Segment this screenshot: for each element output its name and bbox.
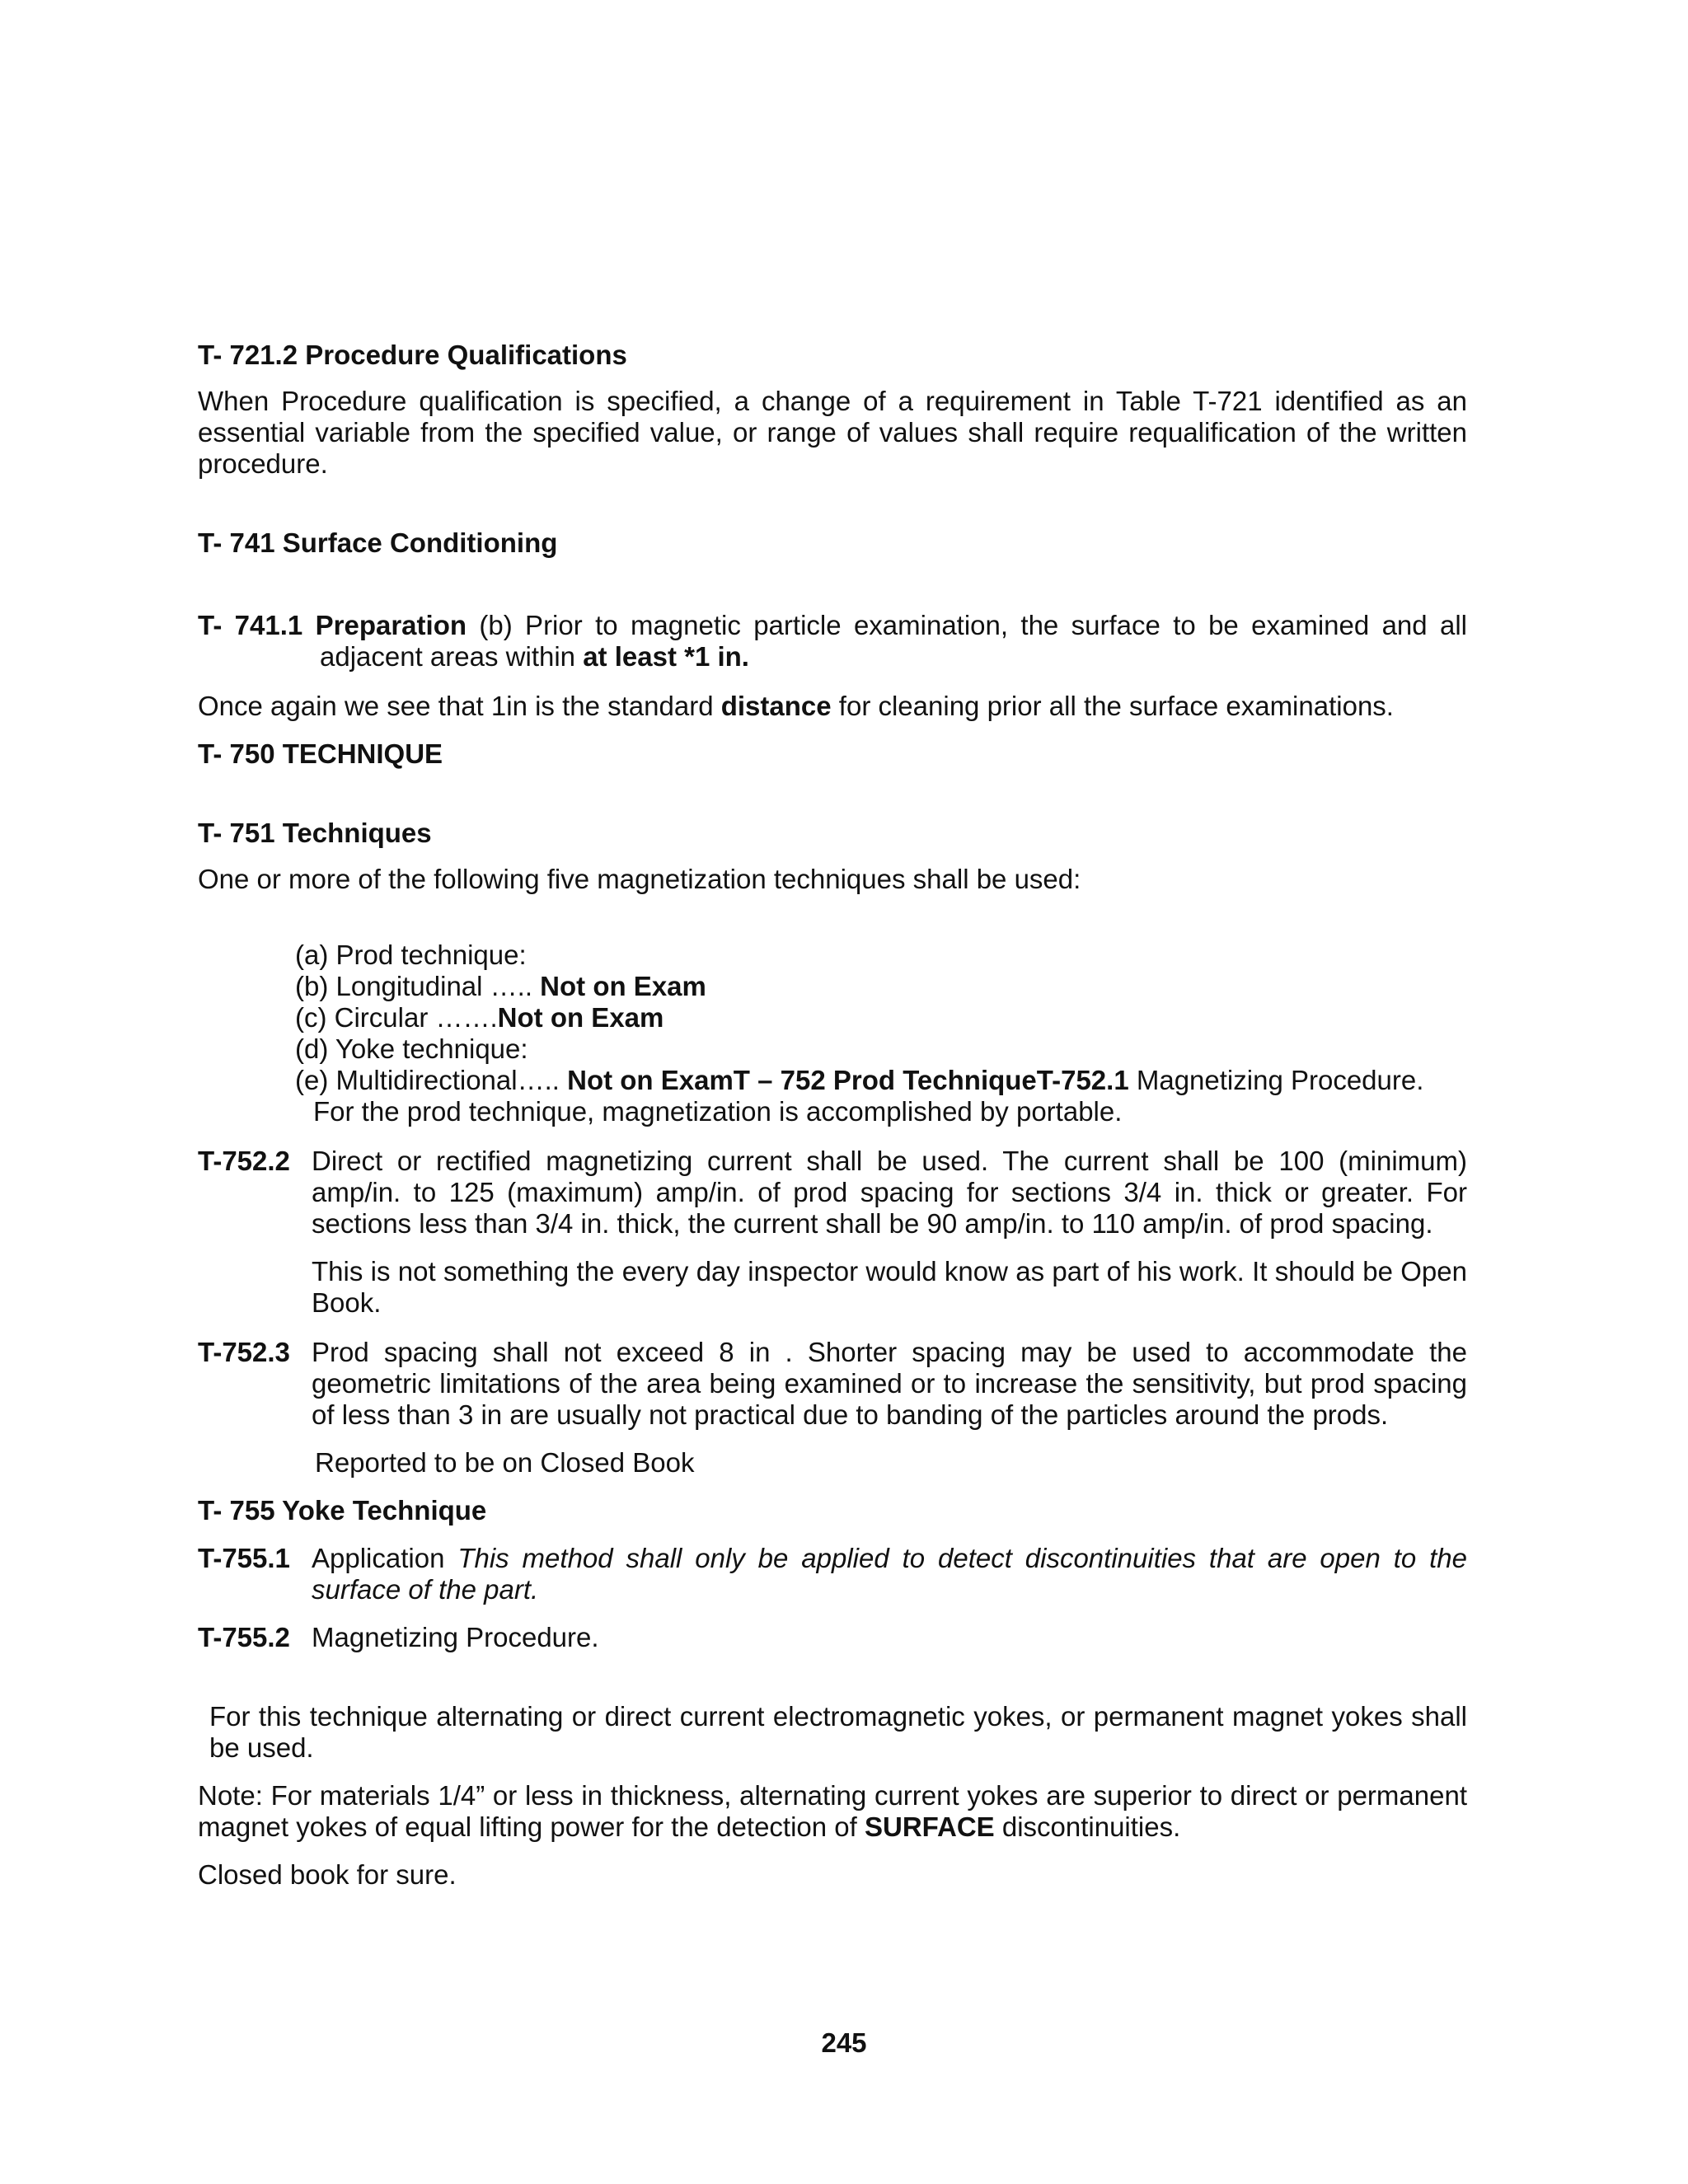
list-item-bold: Not on Exam <box>497 1002 664 1033</box>
section-text: Direct or rectified magnetizing current shall be used. The current shall be 100 (minimum) amp/in. to 125 (maximum) amp/in. of prod spacing for sections 3/4 in. thick or greater. For sections less than 3/4 in. thick, the current shall be 90 amp/in. to 110 amp/in. of prod spacing. <box>312 1146 1467 1239</box>
list-item-tail: Magnetizing Procedure. <box>1128 1065 1424 1095</box>
section-text: Magnetizing Procedure. <box>312 1622 599 1652</box>
list-item-text: (b) Longitudinal ….. <box>295 971 541 1001</box>
section-number: T-752.3 <box>198 1337 290 1367</box>
section-number: T-755.2 <box>198 1622 290 1652</box>
preparation-number: T- 741.1 <box>198 610 303 640</box>
list-item-bold: Not on Exam <box>540 971 706 1001</box>
preparation-text: (b) Prior to magnetic particle examination, the surface to be examined and all adjacent areas within <box>320 610 1467 672</box>
yoke-paragraph: For this technique alternating or direct current electromagnetic yokes, or permanent magnet yokes shall be used. <box>209 1701 1467 1763</box>
section-note: This is not something the every day inspector would know as part of his work. It should be Open Book. <box>312 1256 1467 1318</box>
heading-procedure-qualifications: T- 721.2 Procedure Qualifications <box>198 340 627 370</box>
section-number: T-755.1 <box>198 1543 290 1573</box>
heading-technique: T- 750 TECHNIQUE <box>198 738 443 769</box>
section-text <box>312 1543 1467 1605</box>
section-t755-2 <box>198 1622 1467 1653</box>
closed-book-paragraph: Closed book for sure. <box>198 1859 457 1890</box>
list-item: (a) Prod technique: <box>295 940 527 970</box>
section-note: Reported to be on Closed Book <box>315 1447 695 1478</box>
section-number: T-752.2 <box>198 1146 290 1176</box>
note-text-a: Note: For materials 1/4” or less in thickness, alternating current yokes are superior to direct or permanent magnet yokes of equal lifting power for the detection of <box>198 1780 1467 1842</box>
preparation-paragraph <box>198 610 1467 673</box>
page-content <box>198 340 1467 1891</box>
section-t752-3 <box>198 1337 1467 1479</box>
heading-techniques: T- 751 Techniques <box>198 818 432 848</box>
heading-yoke-technique: T- 755 Yoke Technique <box>198 1495 487 1526</box>
once-again-text-a: Once again we see that 1in is the standard <box>198 691 721 721</box>
list-item: (d) Yoke technique: <box>295 1033 528 1064</box>
note-paragraph <box>198 1780 1467 1843</box>
techniques-list <box>198 940 1467 1127</box>
procedure-qualifications-text: When Procedure qualification is specified, a change of a requirement in Table T-721 identified as an essential variable from the specified value, or range of values shall require requalification of the written procedure. <box>198 386 1467 479</box>
list-item-text: (e) Multidirectional….. <box>295 1065 568 1095</box>
list-item <box>295 1065 1467 1096</box>
note-text-b: discontinuities. <box>994 1811 1181 1842</box>
note-bold: SURFACE <box>864 1811 995 1842</box>
once-again-paragraph <box>198 691 1467 722</box>
heading-surface-conditioning: T- 741 Surface Conditioning <box>198 527 558 558</box>
list-item-bold: Not on ExamT – 752 Prod TechniqueT-752.1 <box>567 1065 1129 1095</box>
section-text: Prod spacing shall not exceed 8 in . Shorter spacing may be used to accommodate the geometric limitations of the area being examined or to increase the sensitivity, but prod spacing of less than 3 in are usually not practical due to banding of the particles around the prods. <box>312 1337 1467 1430</box>
list-item-continuation: For the prod technique, magnetization is accomplished by portable. <box>313 1096 1123 1127</box>
list-item <box>295 1002 1467 1033</box>
list-item <box>295 971 1467 1002</box>
once-again-bold: distance <box>720 691 832 721</box>
section-body <box>312 1146 1467 1319</box>
preparation-label: Preparation <box>315 610 467 640</box>
application-label: Application <box>312 1543 458 1573</box>
preparation-distance: at least *1 in. <box>583 641 749 672</box>
list-item-text: (c) Circular ……. <box>295 1002 498 1033</box>
section-t755-1 <box>198 1543 1467 1605</box>
page-number: 245 <box>821 2027 867 2058</box>
section-t752-2 <box>198 1146 1467 1319</box>
techniques-intro: One or more of the following five magnetization techniques shall be used: <box>198 864 1081 894</box>
once-again-text-b: for cleaning prior all the surface examinations. <box>831 691 1394 721</box>
application-italic: This method shall only be applied to detect discontinuities that are open to the surface of the part. <box>312 1543 1468 1605</box>
section-body <box>312 1337 1467 1479</box>
